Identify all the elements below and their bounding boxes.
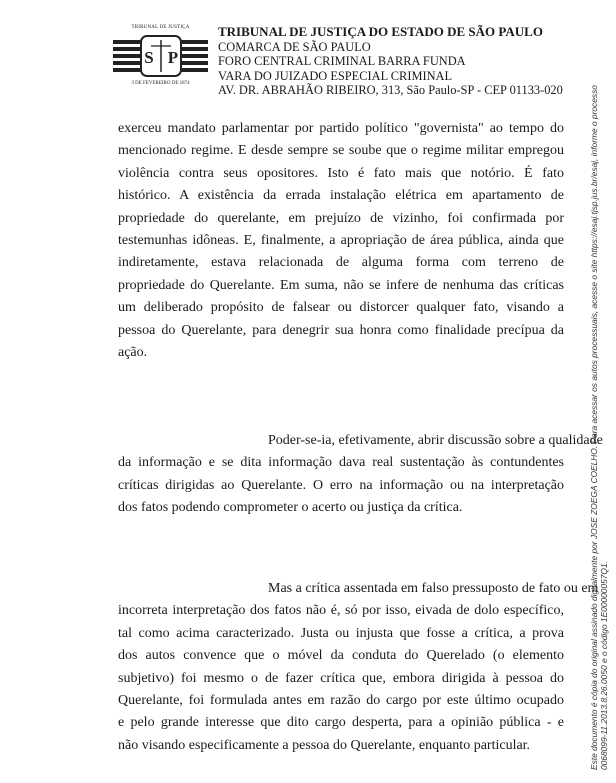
text-line: Querelante, foi formulada antes em razão do cargo por este último ocupado (118, 693, 564, 708)
text-line: Poder-se-ia, efetivamente, abrir discussão sobre a qualidade (268, 433, 603, 448)
text-line: incorreta interpretação dos fatos não é, só por isso, eivada de dolo específico, (118, 603, 564, 619)
text-line: subjetivo) foi mesmo o de fazer crítica que, embora dirigida à pessoa do (118, 670, 564, 686)
stamp-line-2: 0068099-11.2013.8.26.0050 e o código 1E00000057Q1. (599, 561, 609, 770)
text-line: indiretamente, estava relacionada de alguma forma com terreno de (118, 255, 564, 271)
text-line: mencionado regime. E desde sempre se soube que o regime militar empregou (118, 143, 564, 159)
digital-signature-stamp (589, 85, 609, 770)
stamp-line-1: Este documento é cópia do original assinado digitalmente por JOSE ZOEGA COELHO. Para acessar os autos processuais, acesse o site https://esaj.tjsp.jus.br/esaj, informe o processo (589, 85, 599, 770)
header-line-foro: FORO CENTRAL CRIMINAL BARRA FUNDA (218, 54, 466, 68)
seal-letter-p: P (167, 48, 179, 67)
text-line: tal como acima caracterizado. Justa ou injusta que fosse a crítica, a prova (118, 625, 564, 641)
text-line: testemunhas idôneas. E, finalmente, a apropriação de área pública, ainda que (118, 233, 564, 248)
text-line: histórico. A existência da errada instalação elétrica em apartamento de (118, 188, 564, 204)
text-line: dos fatos podendo comprometer o acerto ou justiça da crítica. (118, 500, 463, 516)
court-title: TRIBUNAL DE JUSTIÇA DO ESTADO DE SÃO PAULO (218, 24, 543, 39)
header-line-vara: VARA DO JUIZADO ESPECIAL CRIMINAL (218, 69, 453, 83)
text-line: não visando especificamente a pessoa do Querelante, enquanto particular. (118, 737, 531, 753)
text-line: um deliberado propósito de falsear ou distorcer qualquer fato, visando a (118, 300, 564, 316)
seal-top-text: TRIBUNAL DE JUSTIÇA (131, 25, 190, 30)
text-line: e pelo grande interesse que dito cargo desperta, para a opinião pública - e (118, 715, 564, 731)
seal-letter-s: S (144, 48, 154, 67)
header-line-address: AV. DR. ABRAHÃO RIBEIRO, 313, São Paulo-SP - CEP 01133-020 (218, 83, 563, 97)
text-line: da informação e se dita informação dava real sustentação às contundentes (118, 455, 564, 471)
text-line: Mas a crítica assentada em falso pressuposto de fato ou em (268, 581, 599, 596)
seal-emblem-icon (113, 34, 208, 80)
text-line: pessoa do Querelante, para denegrir sua honra como finalidade precípua da (118, 322, 564, 338)
text-line: dos autos convence que o móvel da conduta do Querelado (o elemento (118, 648, 564, 664)
seal-date-text: 3 DE FEVEREIRO DE 1874 (131, 81, 190, 86)
tjsp-seal-logo (113, 25, 208, 87)
text-line: violência contra seus opositores. Isto é fato mais que notório. É fato (118, 165, 564, 181)
text-line: críticas dirigidas ao Querelante. O erro na informação ou na interpretação (118, 477, 564, 493)
header-line-comarca: COMARCA DE SÃO PAULO (218, 40, 371, 54)
text-line: propriedade do querelante, em prejuízo de vizinho, foi confirmada por (118, 210, 564, 226)
text-line: exerceu mandato parlamentar por partido político "governista" ao tempo do (118, 121, 564, 136)
text-line: ação. (118, 345, 148, 360)
text-line: propriedade do Querelante. Em suma, não se infere de nenhuma das críticas (118, 277, 564, 293)
